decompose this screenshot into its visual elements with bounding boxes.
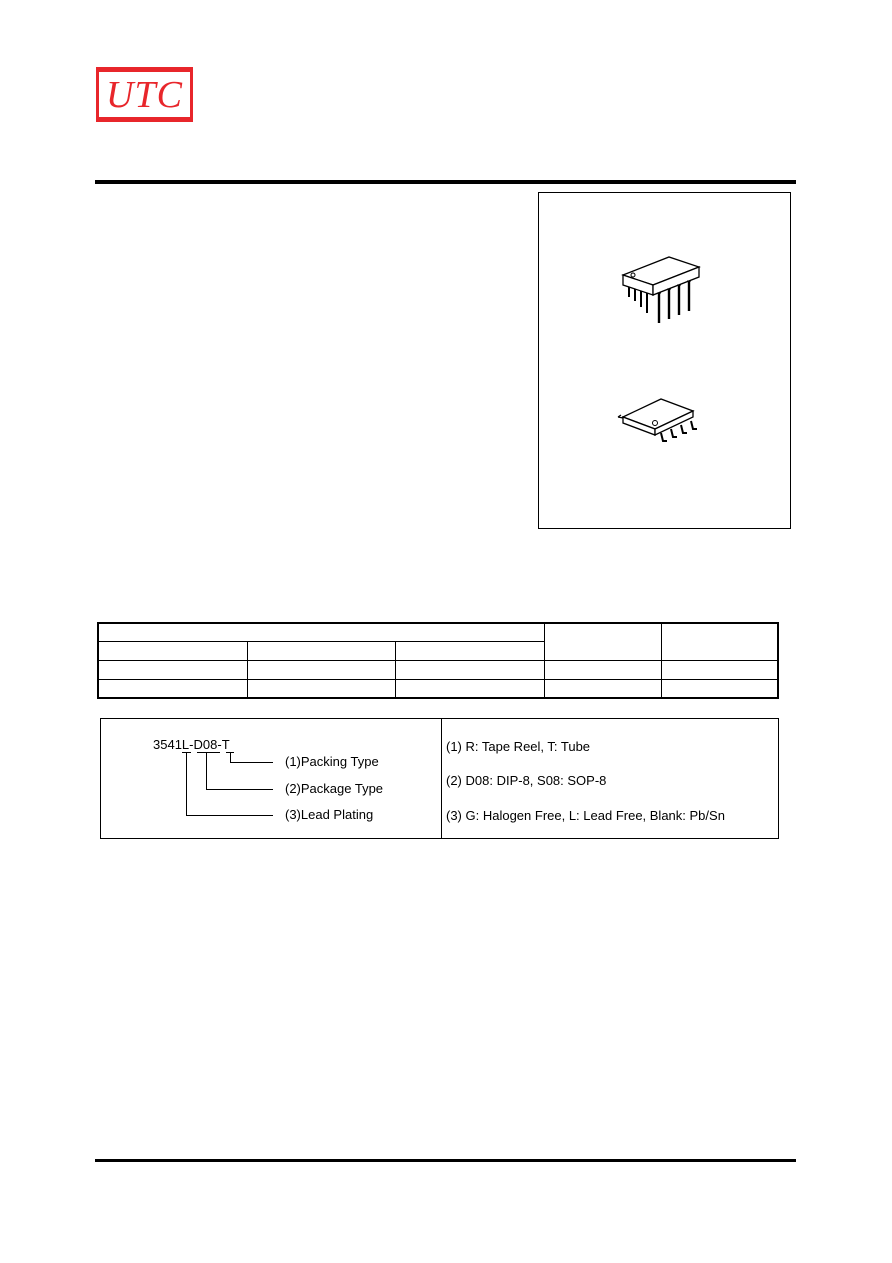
- part-number-base: 3541: [153, 737, 182, 752]
- lead-plating-description: (3) G: Halogen Free, L: Lead Free, Blank: Pb/Sn: [446, 808, 725, 823]
- table-cell: [98, 679, 247, 698]
- table-cell: [545, 679, 662, 698]
- table-cell: [545, 660, 662, 679]
- table-cell: [545, 623, 662, 660]
- sop-8-package-icon: [617, 395, 701, 451]
- lead-connector-v: [186, 752, 187, 815]
- table-row: [98, 679, 778, 698]
- ordering-table: [97, 622, 779, 699]
- table-cell: [396, 660, 545, 679]
- package-type-label: (2)Package Type: [285, 781, 384, 796]
- packing-type-description: (1) R: Tape Reel, T: Tube: [446, 739, 591, 754]
- table-cell: [396, 641, 545, 660]
- package-underline: [197, 752, 220, 753]
- packing-connector-v: [230, 752, 231, 762]
- packing-type-label: (1)Packing Type: [285, 754, 379, 769]
- lead-plating-label: (3)Lead Plating: [285, 807, 374, 822]
- table-cell: [98, 660, 247, 679]
- table-cell: [98, 623, 545, 641]
- utc-logo-inner: [99, 72, 190, 117]
- part-number-lead: L: [181, 737, 190, 752]
- table-cell: [247, 641, 396, 660]
- marking-divider: [441, 719, 442, 838]
- utc-logo-text: UTC: [106, 73, 183, 116]
- lead-connector-h: [186, 815, 273, 816]
- table-cell: [98, 641, 247, 660]
- table-cell: [247, 660, 396, 679]
- table-row: [98, 660, 778, 679]
- packing-connector-h: [230, 762, 273, 763]
- footer-rule: [95, 1159, 796, 1162]
- part-number-sep-1: -: [189, 737, 194, 752]
- part-number-sep-2: -: [217, 737, 222, 752]
- dip-8-package-icon: [621, 253, 701, 333]
- utc-logo: [96, 67, 193, 122]
- table-cell: [247, 679, 396, 698]
- header-rule: [95, 180, 796, 184]
- part-number-package: D08: [193, 737, 218, 752]
- part-number-packing: T: [221, 737, 230, 752]
- table-cell: [661, 660, 778, 679]
- part-number-marking-box: [100, 718, 779, 839]
- package-images-box: [538, 192, 791, 529]
- package-connector-v: [206, 752, 207, 789]
- table-cell: [661, 623, 778, 660]
- part-number: [153, 738, 230, 751]
- table-cell: [661, 679, 778, 698]
- package-connector-h: [206, 789, 273, 790]
- package-type-description: (2) D08: DIP-8, S08: SOP-8: [446, 773, 607, 788]
- table-cell: [396, 679, 545, 698]
- table-row: [98, 623, 778, 641]
